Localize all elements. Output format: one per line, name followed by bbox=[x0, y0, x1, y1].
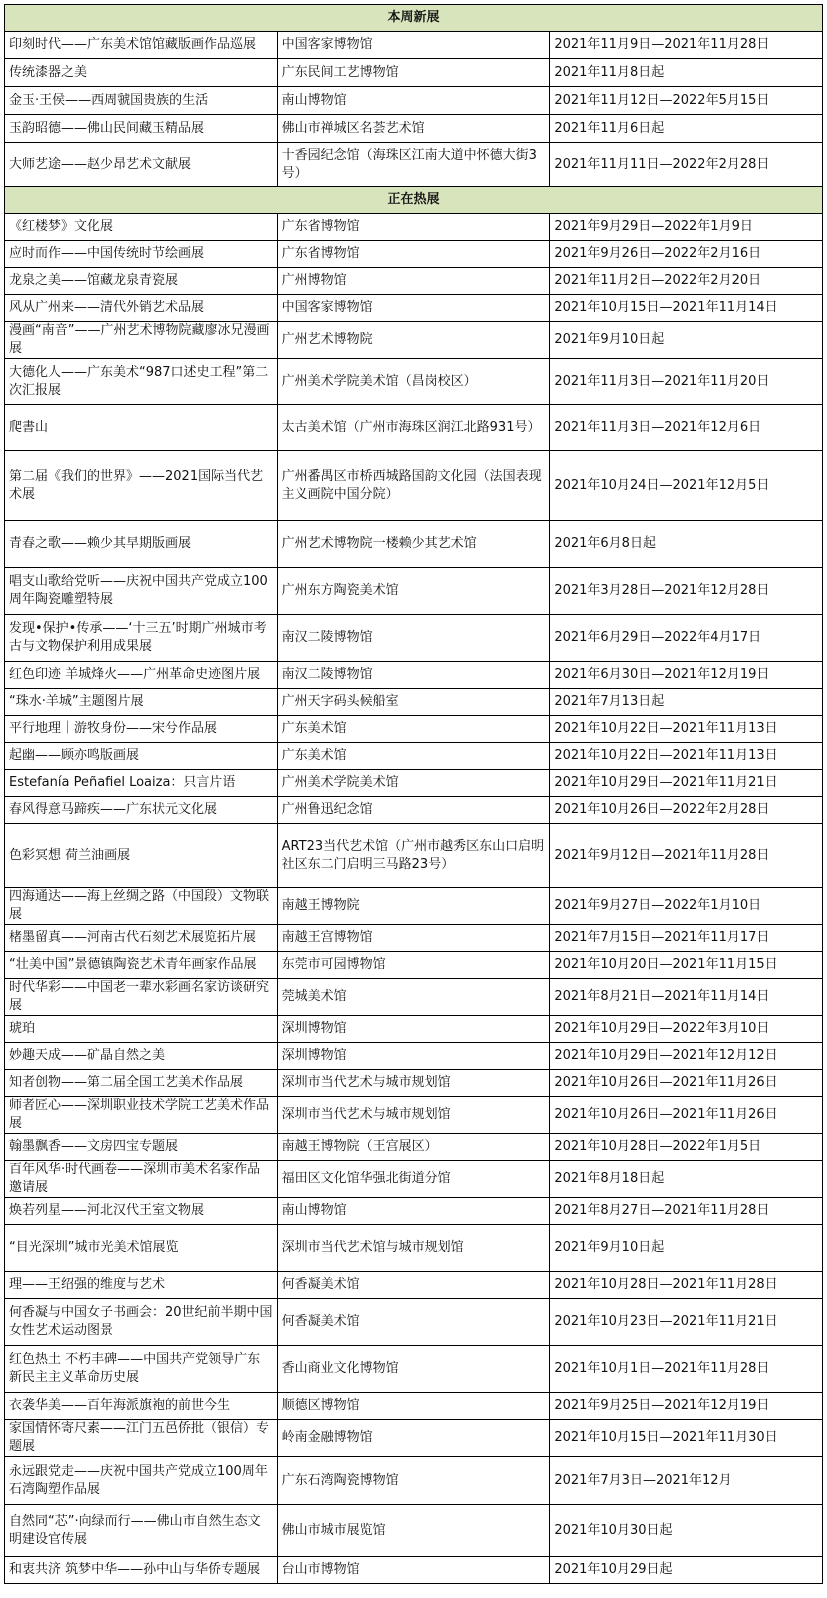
exhibition-name-cell: 妙趣天成——矿晶自然之美 bbox=[5, 1043, 278, 1070]
venue-cell: 顺德区博物馆 bbox=[277, 1393, 550, 1420]
venue-cell: 台山市博物馆 bbox=[277, 1557, 550, 1584]
table-row bbox=[5, 1557, 823, 1584]
venue-cell: 南山博物馆 bbox=[277, 87, 550, 115]
table-row bbox=[5, 1272, 823, 1299]
venue-cell: 南越王博物院 bbox=[277, 888, 550, 925]
exhibition-name-cell: 发现•保护•传承——‘十三五’时期广州城市考古与文物保护利用成果展 bbox=[5, 615, 278, 662]
date-cell: 2021年9月25日—2021年12月19日 bbox=[550, 1393, 823, 1420]
exhibition-name-cell: 红色印迹 羊城烽火——广州革命史迹图片展 bbox=[5, 662, 278, 689]
venue-cell: 广州鲁迅纪念馆 bbox=[277, 797, 550, 824]
table-row bbox=[5, 979, 823, 1016]
table-row bbox=[5, 322, 823, 359]
exhibition-name-cell: 色彩冥想 荷兰油画展 bbox=[5, 824, 278, 888]
section-title: 正在热展 bbox=[5, 187, 823, 214]
venue-cell: 福田区文化馆华强北街道分馆 bbox=[277, 1161, 550, 1198]
table-row bbox=[5, 268, 823, 295]
table-row bbox=[5, 568, 823, 615]
date-cell: 2021年9月10日起 bbox=[550, 1225, 823, 1272]
table-row bbox=[5, 241, 823, 268]
date-cell: 2021年11月3日—2021年11月20日 bbox=[550, 359, 823, 405]
venue-cell: 广东省博物馆 bbox=[277, 241, 550, 268]
exhibition-name-cell: 爬書山 bbox=[5, 405, 278, 451]
date-cell: 2021年9月26日—2022年2月16日 bbox=[550, 241, 823, 268]
date-cell: 2021年8月21日—2021年11月14日 bbox=[550, 979, 823, 1016]
venue-cell: 东莞市可园博物馆 bbox=[277, 952, 550, 979]
venue-cell: 深圳市当代艺术与城市规划馆 bbox=[277, 1070, 550, 1097]
table-row bbox=[5, 662, 823, 689]
table-row bbox=[5, 1070, 823, 1097]
exhibition-name-cell: 何香凝与中国女子书画会：20世纪前半期中国女性艺术运动图景 bbox=[5, 1299, 278, 1346]
exhibition-name-cell: 永远跟党走——庆祝中国共产党成立100周年石湾陶塑作品展 bbox=[5, 1457, 278, 1505]
exhibition-name-cell: 印刻时代——广东美术馆馆藏版画作品巡展 bbox=[5, 32, 278, 59]
exhibition-name-cell: 和衷共济 筑梦中华——孙中山与华侨专题展 bbox=[5, 1557, 278, 1584]
date-cell: 2021年10月26日—2021年11月26日 bbox=[550, 1097, 823, 1134]
table-row bbox=[5, 743, 823, 770]
venue-cell: 何香凝美术馆 bbox=[277, 1299, 550, 1346]
table-row bbox=[5, 359, 823, 405]
exhibition-name-cell: 唱支山歌给党听——庆祝中国共产党成立100周年陶瓷雕塑特展 bbox=[5, 568, 278, 615]
date-cell: 2021年10月24日—2021年12月5日 bbox=[550, 451, 823, 521]
date-cell: 2021年8月27日—2021年11月28日 bbox=[550, 1198, 823, 1225]
venue-cell: 南汉二陵博物馆 bbox=[277, 662, 550, 689]
table-row bbox=[5, 405, 823, 451]
date-cell: 2021年9月12日—2021年11月28日 bbox=[550, 824, 823, 888]
table-row bbox=[5, 952, 823, 979]
exhibition-name-cell: 自然同“芯”·向绿而行——佛山市自然生态文明建设官传展 bbox=[5, 1505, 278, 1557]
date-cell: 2021年10月23日—2021年11月21日 bbox=[550, 1299, 823, 1346]
exhibition-name-cell: 家国情怀寄尺素——江门五邑侨批（银信）专题展 bbox=[5, 1420, 278, 1457]
exhibition-name-cell: 《红楼梦》文化展 bbox=[5, 214, 278, 241]
date-cell: 2021年11月11日—2022年2月28日 bbox=[550, 143, 823, 187]
date-cell: 2021年11月9日—2021年11月28日 bbox=[550, 32, 823, 59]
venue-cell: 佛山市城市展览馆 bbox=[277, 1505, 550, 1557]
section-header bbox=[5, 187, 823, 214]
table-row bbox=[5, 143, 823, 187]
table-row bbox=[5, 824, 823, 888]
exhibition-name-cell: 翰墨飘香——文房四宝专题展 bbox=[5, 1134, 278, 1161]
exhibition-name-cell: 春风得意马蹄疾——广东状元文化展 bbox=[5, 797, 278, 824]
date-cell: 2021年9月29日—2022年1月9日 bbox=[550, 214, 823, 241]
date-cell: 2021年10月26日—2021年11月26日 bbox=[550, 1070, 823, 1097]
venue-cell: 广东美术馆 bbox=[277, 716, 550, 743]
exhibition-name-cell: 起幽——顾亦鸣版画展 bbox=[5, 743, 278, 770]
exhibition-name-cell: 平行地理｜游牧身份——宋兮作品展 bbox=[5, 716, 278, 743]
exhibition-name-cell: 青春之歌——赖少其早期版画展 bbox=[5, 521, 278, 568]
venue-cell: 广州艺术博物院 bbox=[277, 322, 550, 359]
venue-cell: 南越王宫博物馆 bbox=[277, 925, 550, 952]
venue-cell: 广州美术学院美术馆（昌岗校区） bbox=[277, 359, 550, 405]
table-row bbox=[5, 214, 823, 241]
venue-cell: 岭南金融博物馆 bbox=[277, 1420, 550, 1457]
date-cell: 2021年10月29日起 bbox=[550, 1557, 823, 1584]
date-cell: 2021年10月29日—2021年12月12日 bbox=[550, 1043, 823, 1070]
venue-cell: 莞城美术馆 bbox=[277, 979, 550, 1016]
venue-cell: 广东民间工艺博物馆 bbox=[277, 59, 550, 87]
table-row bbox=[5, 521, 823, 568]
date-cell: 2021年10月15日—2021年11月14日 bbox=[550, 295, 823, 322]
venue-cell: 南汉二陵博物馆 bbox=[277, 615, 550, 662]
date-cell: 2021年10月30日起 bbox=[550, 1505, 823, 1557]
venue-cell: 中国客家博物馆 bbox=[277, 295, 550, 322]
exhibition-name-cell: Estefanía Peñafiel Loaiza：只言片语 bbox=[5, 770, 278, 797]
exhibition-name-cell: 第二届《我们的世界》——2021国际当代艺术展 bbox=[5, 451, 278, 521]
venue-cell: 深圳市当代艺术与城市规划馆 bbox=[277, 1097, 550, 1134]
venue-cell: 广州美术学院美术馆 bbox=[277, 770, 550, 797]
date-cell: 2021年10月28日—2021年11月28日 bbox=[550, 1272, 823, 1299]
date-cell: 2021年11月3日—2021年12月6日 bbox=[550, 405, 823, 451]
exhibition-name-cell: 玉韵昭德——佛山民间藏玉精品展 bbox=[5, 115, 278, 143]
table-row bbox=[5, 1420, 823, 1457]
date-cell: 2021年7月3日—2021年12月 bbox=[550, 1457, 823, 1505]
exhibition-name-cell: 大师艺途——赵少昂艺术文献展 bbox=[5, 143, 278, 187]
table-row bbox=[5, 32, 823, 59]
table-row bbox=[5, 59, 823, 87]
table-row bbox=[5, 295, 823, 322]
table-row bbox=[5, 115, 823, 143]
venue-cell: 深圳市当代艺术馆与城市规划馆 bbox=[277, 1225, 550, 1272]
exhibition-name-cell: 龙泉之美——馆藏龙泉青瓷展 bbox=[5, 268, 278, 295]
date-cell: 2021年10月26日—2022年2月28日 bbox=[550, 797, 823, 824]
exhibition-name-cell: 漫画“南音”——广州艺术博物院藏廖冰兄漫画展 bbox=[5, 322, 278, 359]
venue-cell: 何香凝美术馆 bbox=[277, 1272, 550, 1299]
venue-cell: ART23当代艺术馆（广州市越秀区东山口启明社区东二门启明三马路23号） bbox=[277, 824, 550, 888]
table-row bbox=[5, 689, 823, 716]
date-cell: 2021年11月2日—2022年2月20日 bbox=[550, 268, 823, 295]
section-header bbox=[5, 5, 823, 32]
section-title: 本周新展 bbox=[5, 5, 823, 32]
exhibition-name-cell: 应时而作——中国传统时节绘画展 bbox=[5, 241, 278, 268]
table-row bbox=[5, 770, 823, 797]
venue-cell: 深圳博物馆 bbox=[277, 1043, 550, 1070]
date-cell: 2021年10月22日—2021年11月13日 bbox=[550, 743, 823, 770]
exhibition-name-cell: 红色热土 不朽丰碑——中国共产党领导广东新民主主义革命历史展 bbox=[5, 1346, 278, 1393]
venue-cell: 广东美术馆 bbox=[277, 743, 550, 770]
exhibition-name-cell: 传统漆器之美 bbox=[5, 59, 278, 87]
venue-cell: 广州东方陶瓷美术馆 bbox=[277, 568, 550, 615]
exhibition-name-cell: “目光深圳”城市光美术馆展览 bbox=[5, 1225, 278, 1272]
table-row bbox=[5, 1043, 823, 1070]
date-cell: 2021年6月8日起 bbox=[550, 521, 823, 568]
date-cell: 2021年9月27日—2022年1月10日 bbox=[550, 888, 823, 925]
table-row bbox=[5, 1134, 823, 1161]
date-cell: 2021年3月28日—2021年12月28日 bbox=[550, 568, 823, 615]
exhibition-name-cell: 时代华彩——中国老一辈水彩画名家访谈研究展 bbox=[5, 979, 278, 1016]
exhibition-name-cell: “壮美中国”景德镇陶瓷艺术青年画家作品展 bbox=[5, 952, 278, 979]
date-cell: 2021年10月29日—2021年11月21日 bbox=[550, 770, 823, 797]
exhibition-name-cell: 理——王绍强的维度与艺术 bbox=[5, 1272, 278, 1299]
table-row bbox=[5, 1161, 823, 1198]
exhibition-name-cell: 金玉·王侯——西周虢国贵族的生活 bbox=[5, 87, 278, 115]
table-row bbox=[5, 1299, 823, 1346]
date-cell: 2021年10月1日—2021年11月28日 bbox=[550, 1346, 823, 1393]
venue-cell: 南越王博物院（王宫展区） bbox=[277, 1134, 550, 1161]
venue-cell: 广州番禺区市桥西城路国韵文化园（法国表现主义画院中国分院） bbox=[277, 451, 550, 521]
venue-cell: 广东省博物馆 bbox=[277, 214, 550, 241]
date-cell: 2021年6月30日—2021年12月19日 bbox=[550, 662, 823, 689]
table-row bbox=[5, 1457, 823, 1505]
date-cell: 2021年11月8日起 bbox=[550, 59, 823, 87]
table-row bbox=[5, 716, 823, 743]
venue-cell: 香山商业文化博物馆 bbox=[277, 1346, 550, 1393]
exhibition-name-cell: 楮墨留真——河南古代石刻艺术展览拓片展 bbox=[5, 925, 278, 952]
exhibition-name-cell: 四海通达——海上丝绸之路（中国段）文物联展 bbox=[5, 888, 278, 925]
exhibition-table bbox=[4, 4, 823, 1584]
venue-cell: 广州天字码头候船室 bbox=[277, 689, 550, 716]
exhibition-listing bbox=[4, 4, 823, 1584]
date-cell: 2021年6月29日—2022年4月17日 bbox=[550, 615, 823, 662]
exhibition-name-cell: “珠水·羊城”主题图片展 bbox=[5, 689, 278, 716]
exhibition-name-cell: 风从广州来——清代外销艺术品展 bbox=[5, 295, 278, 322]
date-cell: 2021年7月15日—2021年11月17日 bbox=[550, 925, 823, 952]
exhibition-name-cell: 焕若列星——河北汉代王室文物展 bbox=[5, 1198, 278, 1225]
venue-cell: 中国客家博物馆 bbox=[277, 32, 550, 59]
date-cell: 2021年11月12日—2022年5月15日 bbox=[550, 87, 823, 115]
table-row bbox=[5, 1346, 823, 1393]
date-cell: 2021年11月6日起 bbox=[550, 115, 823, 143]
exhibition-name-cell: 大德化人——广东美术“987口述史工程”第二次汇报展 bbox=[5, 359, 278, 405]
date-cell: 2021年7月13日起 bbox=[550, 689, 823, 716]
table-row bbox=[5, 1393, 823, 1420]
exhibition-name-cell: 衣袭华美——百年海派旗袍的前世今生 bbox=[5, 1393, 278, 1420]
table-row bbox=[5, 1505, 823, 1557]
date-cell: 2021年10月28日—2022年1月5日 bbox=[550, 1134, 823, 1161]
table-row bbox=[5, 451, 823, 521]
table-row bbox=[5, 1097, 823, 1134]
date-cell: 2021年10月22日—2021年11月13日 bbox=[550, 716, 823, 743]
exhibition-name-cell: 琥珀 bbox=[5, 1016, 278, 1043]
exhibition-name-cell: 师者匠心——深圳职业技术学院工艺美术作品展 bbox=[5, 1097, 278, 1134]
table-row bbox=[5, 615, 823, 662]
date-cell: 2021年10月20日—2021年11月15日 bbox=[550, 952, 823, 979]
date-cell: 2021年10月29日—2022年3月10日 bbox=[550, 1016, 823, 1043]
exhibition-name-cell: 百年风华·时代画卷——深圳市美术名家作品邀请展 bbox=[5, 1161, 278, 1198]
table-row bbox=[5, 888, 823, 925]
venue-cell: 深圳博物馆 bbox=[277, 1016, 550, 1043]
table-row bbox=[5, 1225, 823, 1272]
exhibition-name-cell: 知者创物——第二届全国工艺美术作品展 bbox=[5, 1070, 278, 1097]
table-row bbox=[5, 797, 823, 824]
venue-cell: 十香园纪念馆（海珠区江南大道中怀德大街3号） bbox=[277, 143, 550, 187]
date-cell: 2021年9月10日起 bbox=[550, 322, 823, 359]
table-row bbox=[5, 1016, 823, 1043]
venue-cell: 南山博物馆 bbox=[277, 1198, 550, 1225]
table-row bbox=[5, 925, 823, 952]
venue-cell: 广州艺术博物院一楼赖少其艺术馆 bbox=[277, 521, 550, 568]
table-row bbox=[5, 87, 823, 115]
date-cell: 2021年10月15日—2021年11月30日 bbox=[550, 1420, 823, 1457]
venue-cell: 佛山市禅城区名荟艺术馆 bbox=[277, 115, 550, 143]
table-row bbox=[5, 1198, 823, 1225]
venue-cell: 太古美术馆（广州市海珠区润江北路931号） bbox=[277, 405, 550, 451]
date-cell: 2021年8月18日起 bbox=[550, 1161, 823, 1198]
venue-cell: 广东石湾陶瓷博物馆 bbox=[277, 1457, 550, 1505]
venue-cell: 广州博物馆 bbox=[277, 268, 550, 295]
